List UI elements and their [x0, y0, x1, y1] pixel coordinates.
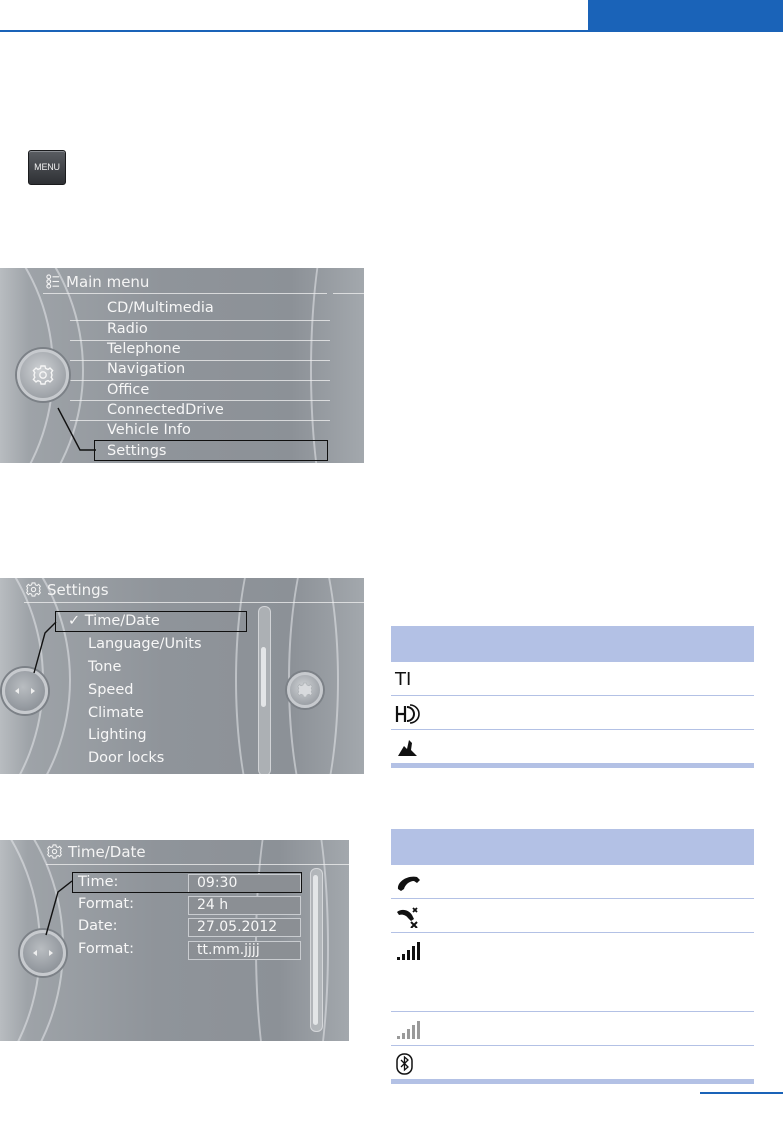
pointer-line: [0, 578, 364, 774]
menu-item-office[interactable]: Office: [107, 382, 150, 398]
menu-item-cd-multimedia[interactable]: CD/Multimedia: [107, 300, 214, 316]
table-header: [391, 626, 754, 662]
bluetooth-icon: [395, 1053, 425, 1075]
table-header: [391, 829, 754, 865]
table-row: [391, 933, 754, 1012]
hd-radio-icon: [395, 703, 425, 725]
seek-scan-icon: [395, 737, 425, 759]
settings-item-door-locks[interactable]: Door locks: [88, 750, 165, 766]
pointer-line: [0, 840, 349, 1041]
time-date-screen: [0, 840, 349, 1041]
header-tab: [588, 0, 783, 32]
time-format-field[interactable]: 24 h: [188, 896, 301, 915]
traffic-info-icon: TI: [395, 669, 412, 690]
table-row: [391, 865, 754, 899]
settings-item-lighting[interactable]: Lighting: [88, 727, 147, 743]
time-format-label: Format:: [78, 896, 134, 912]
settings-title-text: Settings: [47, 581, 109, 599]
phone-missed-icon: [395, 906, 425, 928]
table-row: [391, 1046, 754, 1080]
table-row: [391, 1012, 754, 1046]
signal-strength-icon: [395, 940, 425, 962]
settings-item-climate[interactable]: Climate: [88, 705, 144, 721]
time-date-title-text: Time/Date: [68, 843, 146, 861]
time-field[interactable]: 09:30: [188, 874, 301, 893]
menu-item-navigation[interactable]: Navigation: [107, 361, 186, 377]
signal-strength-low-icon: [395, 1019, 425, 1041]
time-label: Time:: [78, 874, 119, 890]
main-menu-title-text: Main menu: [66, 273, 150, 291]
settings-item-label: Time/Date: [84, 613, 160, 629]
table-row: [391, 696, 754, 730]
table-row: [391, 730, 754, 764]
radio-symbols-table: [391, 626, 754, 768]
settings-item-speed[interactable]: Speed: [88, 682, 134, 698]
date-format-label: Format:: [78, 941, 134, 957]
menu-item-radio[interactable]: Radio: [107, 321, 148, 337]
settings-item-language-units[interactable]: Language/Units: [88, 636, 202, 652]
settings-screen: [0, 578, 364, 774]
check-icon: ✓: [68, 613, 81, 629]
table-footer-rule: [391, 764, 754, 768]
menu-item-connecteddrive[interactable]: ConnectedDrive: [107, 402, 224, 418]
menu-item-vehicle-info[interactable]: Vehicle Info: [107, 422, 191, 438]
table-row: [391, 899, 754, 933]
menu-button[interactable]: MENU: [28, 150, 66, 185]
table-row: [391, 662, 754, 696]
phone-symbols-table: [391, 829, 754, 1084]
menu-item-settings[interactable]: Settings: [107, 443, 167, 459]
pointer-line: [0, 268, 364, 463]
phone-active-icon: [395, 872, 425, 894]
table-footer-rule: [391, 1080, 754, 1084]
date-label: Date:: [78, 918, 118, 934]
date-format-field[interactable]: tt.mm.jjjj: [188, 941, 301, 960]
settings-item-tone[interactable]: Tone: [88, 659, 122, 675]
date-field[interactable]: 27.05.2012: [188, 918, 301, 937]
footer-rule: [700, 1092, 783, 1094]
menu-item-telephone[interactable]: Telephone: [107, 341, 181, 357]
main-menu-screen: [0, 268, 364, 463]
